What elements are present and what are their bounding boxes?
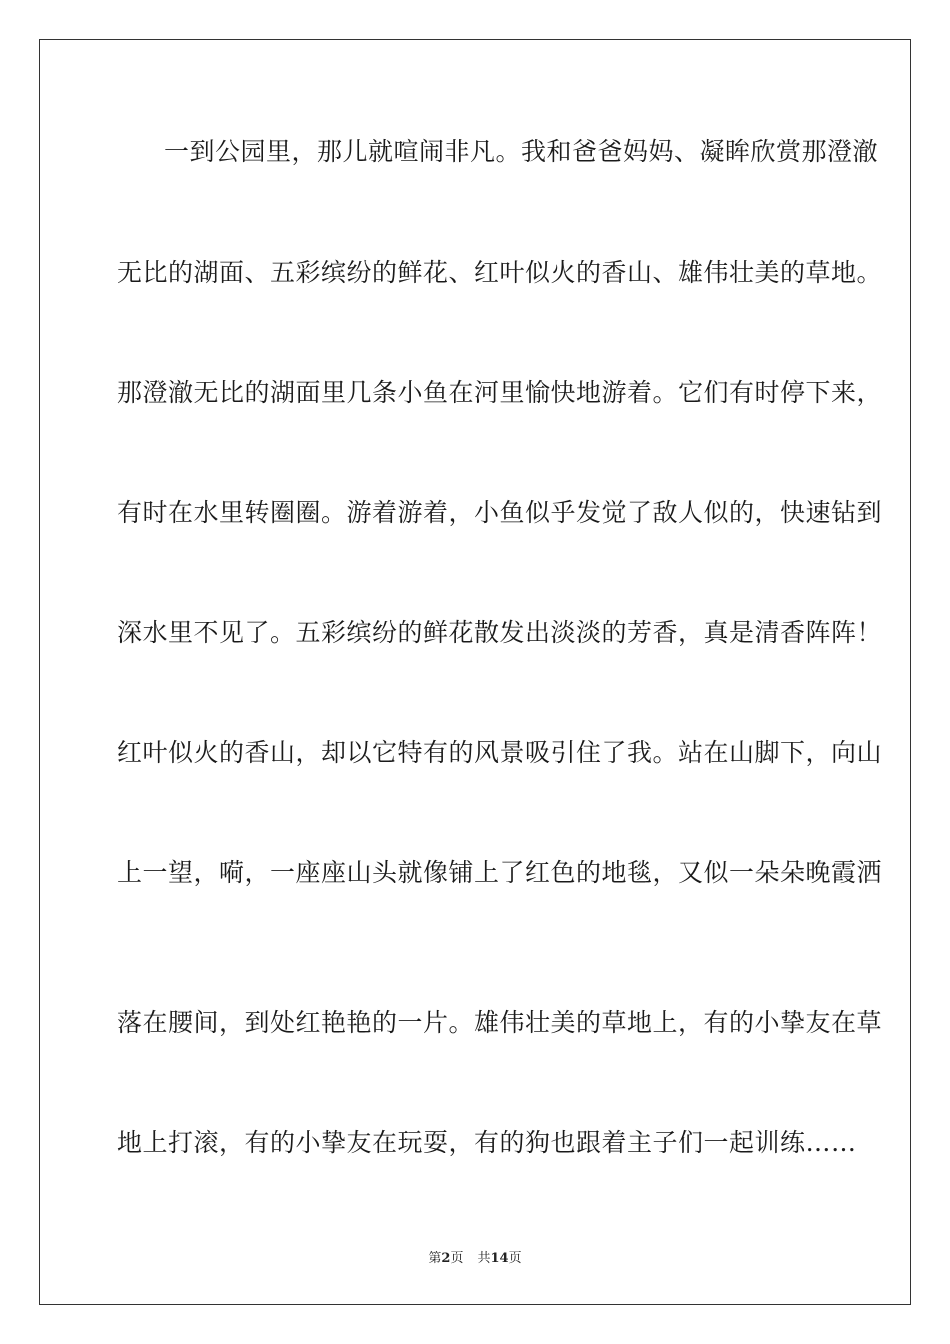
paragraph-line-3: 那澄澈无比的湖面里几条小鱼在河里愉快地游着。它们有时停下来， <box>117 378 883 407</box>
paragraph-line-1: 一到公园里，那儿就喧闹非凡。我和爸爸妈妈、凝眸欣赏那澄澈 <box>164 137 879 166</box>
page-prefix: 第 <box>428 1251 442 1266</box>
paragraph-line-2: 无比的湖面、五彩缤纷的鲜花、红叶似火的香山、雄伟壮美的草地。 <box>117 258 883 287</box>
paragraph-line-9: 地上打滚，有的小挚友在玩耍，有的狗也跟着主子们一起训练…… <box>117 1128 857 1157</box>
current-page-number: 2 <box>441 1251 451 1266</box>
paragraph-line-6: 红叶似火的香山，却以它特有的风景吸引住了我。站在山脚下，向山 <box>117 738 883 767</box>
page-footer <box>0 1247 950 1266</box>
paragraph-line-7: 上一望，嗬，一座座山头就像铺上了红色的地毯，又似一朵朵晚霞洒 <box>117 858 883 887</box>
paragraph-line-4: 有时在水里转圈圈。游着游着，小鱼似乎发觉了敌人似的，快速钻到 <box>117 498 883 527</box>
paragraph-line-5: 深水里不见了。五彩缤纷的鲜花散发出淡淡的芳香，真是清香阵阵！ <box>117 618 883 647</box>
page-suffix: 页 <box>450 1251 464 1266</box>
total-prefix: 共 <box>477 1251 491 1266</box>
paragraph-line-8: 落在腰间，到处红艳艳的一片。雄伟壮美的草地上，有的小挚友在草 <box>117 1008 883 1037</box>
total-page-count: 14 <box>490 1251 509 1266</box>
total-suffix: 页 <box>508 1251 522 1266</box>
page-frame <box>39 39 911 1305</box>
